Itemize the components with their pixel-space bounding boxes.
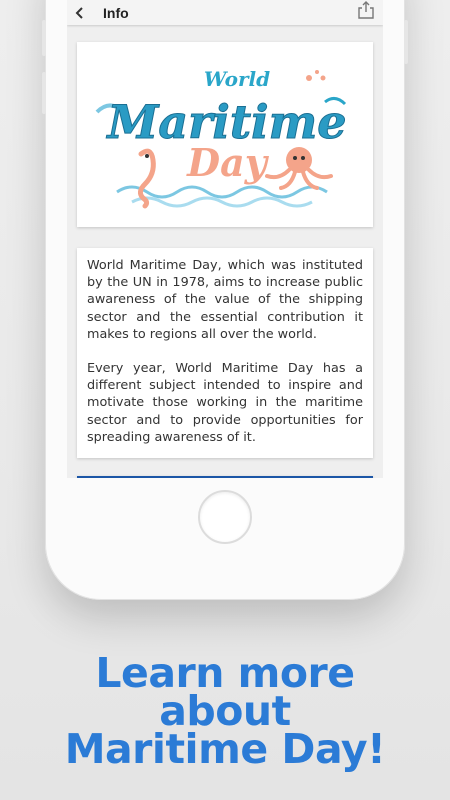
app-bar xyxy=(67,0,383,25)
hero-image-card xyxy=(77,42,373,227)
article-paragraph-1: World Maritime Day, which was instituted by the UN in 1978, aims to increase public awareness of the value of the shipping sector and the essential contribution it makes to regions all over the world. xyxy=(87,258,363,342)
phone-side-button-left-top xyxy=(42,20,46,56)
app-screen xyxy=(67,0,383,478)
share-icon[interactable] xyxy=(357,0,375,20)
phone-side-button-left-bottom xyxy=(42,72,46,114)
phone-frame xyxy=(45,0,405,600)
promo-headline-line2: about xyxy=(159,687,291,735)
promo-headline-line3: Maritime Day! xyxy=(64,725,386,773)
next-image-card xyxy=(77,476,373,478)
hero-title-line1: World xyxy=(203,67,271,91)
hero-title-line3: Day xyxy=(187,140,267,185)
page-title: Info xyxy=(103,4,129,21)
home-button[interactable] xyxy=(198,490,252,544)
promo-headline xyxy=(0,649,450,773)
article-paragraph-2: Every year, World Maritime Day has a different subject intended to inspire and motivate those working in the maritime sector and to provide opportunities for spreading awareness of it. xyxy=(87,361,363,445)
article-card xyxy=(77,248,373,458)
world-maritime-day-illustration xyxy=(77,42,373,227)
hero-title-line2: Maritime xyxy=(107,95,347,149)
ship-sail-icon xyxy=(77,476,373,478)
phone-side-button-right xyxy=(404,20,408,64)
back-arrow-icon[interactable] xyxy=(67,0,93,25)
promo-headline-line1: Learn more xyxy=(95,649,355,697)
